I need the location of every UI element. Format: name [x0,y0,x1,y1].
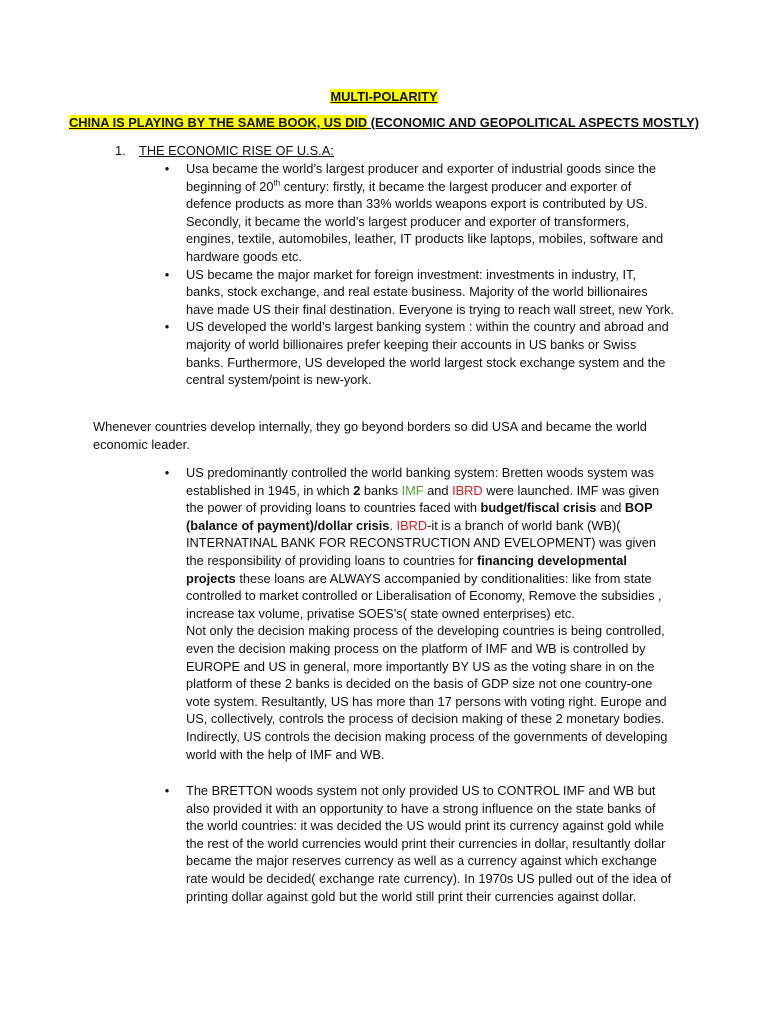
bullet-text: these loans are ALWAYS accompanied by conditionalities: like from state controlled to market controlled or Liberalisation of Economy, Remove the subsidies , increase tax volume, privatise SOES’s( state owned enterprises) etc. [186,570,662,621]
bullet-text: US became the major market for foreign investment: investments in industry, IT, banks, stock exchange, and real estate business. Majority of the world billionaires have made US their final destination. Everyone is trying to reach wall street, new York. [186,266,674,317]
bullet-text: US predominantly controlled the world banking system: Bretten woods system was established in 1945, in which [186,465,655,498]
section-heading-text: THE ECONOMIC RISE OF U.S.A: [139,143,334,158]
list-item [0,464,768,763]
bullet-list-1 [0,160,768,389]
bullet-icon: • [164,465,170,480]
bullet-list-3 [0,782,768,905]
bullet-text: -it is a branch of world bank (WB)( INTERNATINAL BANK FOR RECONSTRUCTION AND EVELOPMENT) was given the responsibility of providing loans to countries for [186,517,657,568]
page-title [0,88,768,106]
bullet-text: and [423,482,453,498]
title-highlight: MULTI-POLARITY [330,89,438,104]
bold-text: budget/fiscal crisis [480,500,597,516]
list-item [0,318,768,388]
subtitle-highlight: CHINA IS PLAYING BY THE SAME BOOK, US DID [69,115,368,130]
body-paragraph: Whenever countries develop internally, they go beyond borders so did USA and became the world economic leader. [93,419,647,452]
subtitle-rest: (ECONOMIC AND GEOPOLITICAL ASPECTS MOSTLY) [367,115,699,130]
bullet-text: . [389,517,397,533]
bullet-text: were launched. IMF was given the power of providing loans to countries faced with [186,482,660,516]
bullet-icon: • [164,319,170,335]
ibrd-term: IBRD [452,482,483,498]
bold-text: financing developmental projects [186,552,627,586]
bullet-text: Usa became the world’s largest producer and exporter of industrial goods since the beginning of 20 [186,161,656,194]
list-item [0,266,768,319]
bullet-text: century: firstly, it became the largest producer and exporter of defence products as more than 33% worlds weapons export is contributed by US. Secondly, it became the world’s largest producer and exporter of transformers, engines, textile, automobiles, leather, IT products like laptops, mobiles, software and hardware goods etc. [186,178,664,264]
ibrd-term: IBRD [396,517,428,533]
section-number: 1. [115,143,126,158]
bold-text: BOP (balance of payment)/dollar crisis [186,500,653,533]
bullet-text: banks [360,482,402,498]
list-item [0,160,768,266]
bullet-text: US developed the world’s largest banking system : within the country and abroad and majority of world billionaires prefer keeping their accounts in US banks or Swiss banks. Furthermore, US developed the world largest stock exchange system and the central system/point is new-york. [186,319,669,388]
bullet-continuation: Not only the decision making process of the developing countries is being controlled, even the decision making process on the platform of IMF and WB is controlled by EUROPE and US in general, more importantly BY US as the voting share in on the platform of these 2 banks is decided on the basis of GDP size not one country-one vote system. Resultantly, US has more than 17 persons with voting right. Europe and US, collectively, controls the process of decision making of these 2 monetary bodies. Indirectly, US controls the decision making process of the governments of developing world with the help of IMF and WB. [186,623,668,762]
list-item [0,782,768,905]
bullet-icon: • [164,161,170,176]
section-heading [115,142,334,160]
bullet-icon: • [164,266,170,282]
bullet-list-2 [0,464,768,763]
bullet-text: and [596,500,625,516]
bold-text: 2 [353,482,361,498]
subtitle [0,114,768,132]
imf-term: IMF [401,482,424,498]
bullet-text: The BRETTON woods system not only provided US to CONTROL IMF and WB but also provided it with an opportunity to have a strong influence on the state banks of the world countries: it was decided the US would print its currency against gold while the rest of the world currencies would print their currencies in dollar, resultantly dollar became the major reserves currency as well as a currency against which exchange rate would be decided( exchange rate currency). In 1970s US pulled out of the idea of printing dollar against gold but the world still print their currencies against dollar. [186,783,672,904]
superscript: th [273,178,281,188]
bullet-icon: • [164,783,170,798]
